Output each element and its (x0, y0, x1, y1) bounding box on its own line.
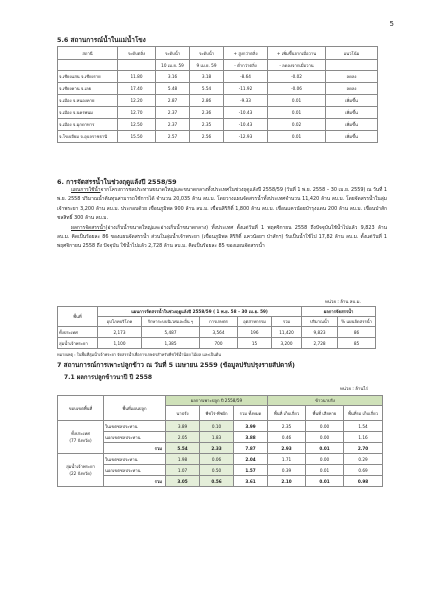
col-rice: นาปรัง (166, 406, 200, 421)
table-cell: -8.64 (224, 71, 268, 83)
table-cell: -10.43 (224, 107, 268, 119)
table-cell: 1.98 (166, 454, 200, 465)
col-harvested: พื้นที่ เก็บเกี่ยว (268, 406, 306, 421)
table-row (58, 465, 383, 476)
table-cell: 2.86 (190, 95, 224, 107)
row-label: นอกเขตชลประทาน (104, 465, 166, 476)
table-row (58, 95, 378, 107)
table-cell: 12.70 (118, 107, 156, 119)
subheader: 10 เม.ย. 59 (156, 60, 190, 71)
result-paragraph: (อ่างเก็บน้ำขนาดใหญ่และอ่างเก็บน้ำขนาดกลาง) ทั้งประเทศ ตั้งแต่วันที่ 1 พฤศจิกายน 2558 ถึงปัจจุบันใช้น้ำไปแล้ว 9,823 ล้าน ลบ.ม. คิดเป็นร้อยละ 86 ของแผนจัดสรรน้ำ ส่วนในลุ่มน้ำเจ้าพระยา (เขื่อนภูมิพล สิริกิติ์ แควน้อยฯ ป่าสักฯ) รับเป็นน้ำใช้ไป 17,82 ล้าน ลบ.ม. ตั้งแต่วันที่ 1 พฤศจิกายน 2558 ถึง ปัจจุบัน ใช้น้ำไปแล้ว 2,728 ล้าน ลบ.ม. คิดเป็นร้อยละ 85 ของแผนจัดสรรน้ำ (57, 224, 387, 250)
table-cell: 15.50 (118, 131, 156, 143)
section-5-6-title: 5.6 สถานการณ์น้ำในแม่น้ำโขง (57, 36, 146, 44)
table-cell: 1.54 (344, 421, 383, 432)
table-cell: ลุ่มน้ำเจ้าพระยา (58, 338, 98, 349)
scope-cell (58, 454, 104, 487)
scope-count: (22 จังหวัด) (69, 471, 92, 476)
row-label: ในเขตชลประทาน (104, 421, 166, 432)
mekong-water-level-table (57, 46, 378, 143)
col-consumption: อุปโภคบริโภค (98, 317, 142, 327)
section-6-text (57, 186, 387, 252)
table-row (58, 119, 378, 131)
col-ecology: รักษาระบบนิเวศและอื่น ๆ (142, 317, 200, 327)
table-cell: 11,420 (272, 327, 302, 338)
table-cell: 0.02 (268, 119, 326, 131)
table-cell: -10.43 (224, 119, 268, 131)
table-cell: 12.20 (118, 95, 156, 107)
table-cell: 2.36 (190, 107, 224, 119)
table-cell: 1.16 (344, 432, 383, 443)
table-row (58, 432, 383, 443)
table-cell: 2.33 (200, 443, 234, 454)
subheader: - ต่ำกว่าตลิ่ง (224, 60, 268, 71)
table-cell: 85 (338, 338, 376, 349)
table-cell: 0.00 (306, 421, 344, 432)
col-station: สถานี (58, 47, 118, 60)
table-cell: 2.35 (268, 421, 306, 432)
table-cell: 0.98 (344, 476, 383, 487)
subheader: - ลดลงจากเมื่อวาน (268, 60, 326, 71)
station-name: จ.เมือง จ.นครพนม (58, 107, 118, 119)
col-industry: อุตสาหกรรม (238, 317, 272, 327)
col-volume: ปริมาณน้ำ (302, 317, 338, 327)
scope-name: ลุ่มน้ำเจ้าพระยา (66, 464, 95, 469)
table-row (58, 107, 378, 119)
table-cell: 86 (338, 327, 376, 338)
table-cell: 2.37 (156, 107, 190, 119)
table-cell: 0.01 (268, 95, 326, 107)
col-bank-level: ระดับตลิ่ง (118, 47, 156, 60)
table-cell: 17.40 (118, 83, 156, 95)
table-cell: เพิ่มขึ้น (326, 107, 378, 119)
scope-cell (58, 421, 104, 454)
plan-group-header: แผนการจัดสรรน้ำในช่วงฤดูแล้งปี 2558/59 ( 1 พ.ย. 58 – 30 เม.ย. 59) (98, 307, 302, 317)
col-diff-yesterday: + เพิ่มขึ้นจากเมื่อวาน (268, 47, 326, 60)
table-cell: 0.01 (306, 465, 344, 476)
harvest-header: ข้าวนาปรัง (268, 396, 383, 406)
table-cell: 0.10 (200, 421, 234, 432)
table-cell: เพิ่มขึ้น (326, 131, 378, 143)
table-cell: 5.54 (190, 83, 224, 95)
table-cell: 3,200 (272, 338, 302, 349)
table-row (58, 421, 383, 432)
table-cell: 1,385 (142, 338, 200, 349)
col-damaged: พื้นที่ เสียหาย (306, 406, 344, 421)
section-7-title: 7 สถานการณ์การเพาะปลูกข้าว ณ วันที่ 5 เมษายน 2559 (ข้อมูลปรับปรุงรายสัปดาห์) (57, 361, 295, 369)
table-cell: 1.71 (268, 454, 306, 465)
table-cell: 0.01 (306, 443, 344, 454)
table-cell: 3.18 (190, 71, 224, 83)
table-unit: หน่วย : ล้าน ลบ.ม. (325, 300, 361, 305)
station-name: จ.เชียงคาน จ.เลย (58, 83, 118, 95)
table-cell: 0.50 (200, 465, 234, 476)
table-cell: -0.02 (268, 71, 326, 83)
table-cell: 3.61 (234, 476, 268, 487)
table-cell: 0.00 (306, 432, 344, 443)
table-cell: 5.48 (156, 83, 190, 95)
table-row (58, 71, 378, 83)
col-agriculture: การเกษตร (200, 317, 238, 327)
table-cell: 0.06 (200, 454, 234, 465)
table-cell: -0.06 (268, 83, 326, 95)
scope-count: (77 จังหวัด) (69, 438, 92, 443)
table-cell: 5.54 (166, 443, 200, 454)
table-cell: ทั้งประเทศ (58, 327, 98, 338)
allocation-note: หมายเหตุ : ในพื้นที่ลุ่มน้ำเจ้าพระยา จัดสรรน้ำเพื่อการเกษตรสำหรับพืชใช้น้ำน้อย ไม้ผล และเป็นต้น (57, 352, 221, 357)
col-trend: แนวโน้ม (326, 47, 378, 60)
table-cell: 2.56 (190, 131, 224, 143)
col-percent: % แผนจัดสรรน้ำ (338, 317, 376, 327)
station-name: จ.เมือง จ.หนองคาย (58, 95, 118, 107)
table-cell: 700 (200, 338, 238, 349)
plan-result-header: ผลการเพาะปลูก ปี 2558/59 (166, 396, 268, 406)
row-label: ในเขตชลประทาน (104, 454, 166, 465)
table-cell: -12.93 (224, 131, 268, 143)
col-level-today: ระดับน้ำ (156, 47, 190, 60)
table-cell: 3.16 (156, 71, 190, 83)
table-cell: 0.46 (268, 432, 306, 443)
table-cell: 3,564 (200, 327, 238, 338)
table-cell: 1.83 (200, 432, 234, 443)
col-pending: พื้นที่รอ เก็บเกี่ยว (344, 406, 383, 421)
col-area: พื้นที่ (58, 307, 98, 327)
table-cell: 2.57 (156, 131, 190, 143)
table-cell: 1.07 (166, 465, 200, 476)
col-level-yesterday: ระดับน้ำ (190, 47, 224, 60)
table-cell: 3.05 (166, 476, 200, 487)
table-cell: 2.10 (268, 476, 306, 487)
table-cell: 2.35 (190, 119, 224, 131)
table-cell: 2.70 (344, 443, 383, 454)
table-cell: 2.87 (156, 95, 190, 107)
table-cell: 2.04 (234, 454, 268, 465)
table-cell: 15 (238, 338, 272, 349)
table-row (58, 443, 383, 454)
scope-name: ทั้งประเทศ (71, 431, 90, 436)
col-scope: ขอบเขตพื้นที่ (58, 396, 104, 421)
table-cell: 1.57 (234, 465, 268, 476)
row-label: รวม (104, 476, 166, 487)
rice-planting-table (57, 395, 383, 487)
table-cell: -9.33 (224, 95, 268, 107)
table-row (58, 476, 383, 487)
table-cell: 11.80 (118, 71, 156, 83)
station-name: จ.เมือง จ.มุกดาหาร (58, 119, 118, 131)
col-total: รวม ทั้งหมด (234, 406, 268, 421)
col-planned: พื้นที่แผนปลูก (104, 396, 166, 421)
station-name: จ.เชียงแสน จ.เชียงราย (58, 71, 118, 83)
table-cell: 5,487 (142, 327, 200, 338)
subheader: 9 เม.ย. 59 (190, 60, 224, 71)
station-name: จ.โขงเจียม จ.อุบลราชธานี (58, 131, 118, 143)
table-cell: 3.89 (166, 421, 200, 432)
col-total: รวม (272, 317, 302, 327)
row-label: นอกเขตชลประทาน (104, 432, 166, 443)
table-row (58, 83, 378, 95)
table-cell: 0.39 (268, 465, 306, 476)
plan-paragraph: จากโครงการชลประทานขนาดใหญ่และขนาดกลางทั้งประเทศในช่วงฤดูแล้งปี 2558/59 (วันที่ 1 พ.ย. 2558 – 30 เม.ย. 2559) ณ วันที่ 1 พ.ย. 2558 ปริมาณน้ำต้นทุนสามารถใช้การได้ จำนวน 20,035 ล้าน ลบ.ม. โดยวางแผนจัดสรรน้ำทั้งประเทศจำนวน 11,420 ล้าน ลบ.ม. โดยจัดสรรน้ำในลุ่มเจ้าพระยา 3,200 ล้าน ลบ.ม. ประกอบด้วย เขื่อนภูมิพล 900 ล้าน ลบ.ม. เขื่อนสิริกิติ์ 1,800 ล้าน ลบ.ม. เขื่อนแควน้อยบำรุงแดน 200 ล้าน ลบ.ม. เขื่อนป่าสักชลสิทธิ์ 300 ล้าน ลบ.ม. (57, 187, 387, 222)
table-cell: 2,728 (302, 338, 338, 349)
table-cell: ลดลง (326, 83, 378, 95)
table-cell: -11.92 (224, 83, 268, 95)
table-cell: 1,100 (98, 338, 142, 349)
col-diff-bank: + สูงกว่าตลิ่ง (224, 47, 268, 60)
table-cell: 196 (238, 327, 272, 338)
table-cell: เพิ่มขึ้น (326, 95, 378, 107)
table-cell: 0.01 (268, 107, 326, 119)
table-cell: 0.00 (306, 454, 344, 465)
plan-lead: แผนการใช้น้ำ (71, 187, 101, 193)
table-cell: 3.99 (234, 421, 268, 432)
table-row (58, 131, 378, 143)
page-number: 5 (389, 20, 394, 28)
table-cell: 0.69 (344, 465, 383, 476)
table-cell: 2,173 (98, 327, 142, 338)
table-cell: เพิ่มขึ้น (326, 119, 378, 131)
table-cell: 2.93 (268, 443, 306, 454)
row-label: รวม (104, 443, 166, 454)
subheader (58, 60, 118, 71)
table-cell: ลดลง (326, 71, 378, 83)
result-group-header: ผลการจัดสรรน้ำ (302, 307, 376, 317)
rice-unit: หน่วย : ล้านไร่ (340, 387, 368, 392)
col-crops: พืชไร่-พืชผัก (200, 406, 234, 421)
table-cell: 2.05 (166, 432, 200, 443)
table-cell: 0.01 (268, 131, 326, 143)
result-lead: ผลการจัดสรรน้ำ (71, 224, 106, 231)
table-row (58, 454, 383, 465)
section-6-title: 6. การจัดสรรน้ำในช่วงฤดูแล้งปี 2558/59 (57, 178, 177, 186)
table-cell: 0.29 (344, 454, 383, 465)
table-cell: 9,823 (302, 327, 338, 338)
table-cell: 12.50 (118, 119, 156, 131)
table-cell: 2.37 (156, 119, 190, 131)
subheader (118, 60, 156, 71)
table-cell: 3.88 (234, 432, 268, 443)
water-allocation-table (57, 306, 376, 349)
table-cell: 0.56 (200, 476, 234, 487)
subheader (326, 60, 378, 71)
table-cell: 7.87 (234, 443, 268, 454)
section-7-1-title: 7.1 ผลการปลูกข้าวนาปี ปี 2558 (64, 374, 153, 381)
table-cell: 0.01 (306, 476, 344, 487)
